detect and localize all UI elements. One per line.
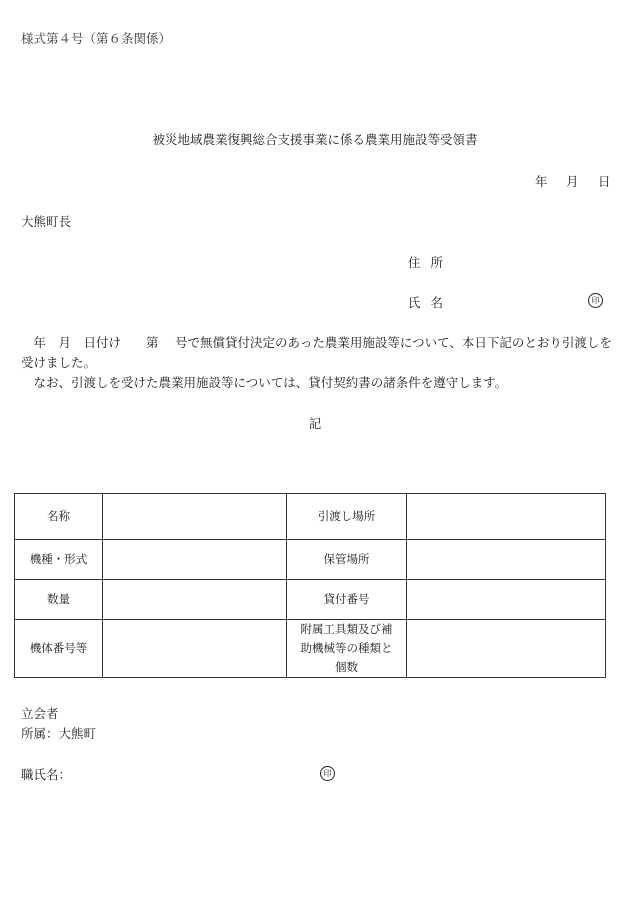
document-title: 被災地域農業復興総合支援事業に係る農業用施設等受領書 <box>152 132 478 147</box>
table-value-cell <box>103 540 287 580</box>
address-label: 住所 <box>408 255 454 270</box>
witness-affiliation: 所属：大熊町 <box>21 726 97 741</box>
table-row <box>15 620 606 678</box>
table-row <box>15 494 606 540</box>
table-row-label: 機種・形式 <box>15 540 103 580</box>
table-value-cell <box>407 620 606 678</box>
ki-heading: 記 <box>308 416 322 431</box>
table-value-cell <box>103 620 287 678</box>
table-row <box>15 540 606 580</box>
table-row-label: 名称 <box>15 494 103 540</box>
witness-staff-name: 職氏名： <box>21 767 72 782</box>
table-value-cell <box>103 580 287 620</box>
name-label: 氏名 <box>408 295 454 310</box>
body-text-2: なお、引渡しを受けた農業用施設等については、貸付契約書の諸条件を遵守します。 <box>21 375 508 390</box>
table-row-label: 附属工具類及び補助機械等の種類と個数 <box>287 620 407 678</box>
table-row-label: 引渡し場所 <box>287 494 407 540</box>
table-value-cell <box>407 580 606 620</box>
table-row-label: 貸付番号 <box>287 580 407 620</box>
seal-icon: 印 <box>588 293 603 308</box>
date-month-label: 月 <box>566 174 579 189</box>
table-row-label: 数量 <box>15 580 103 620</box>
body-text-1: 年 月 日付け 第 号で無償貸付決定のあった農業用施設等について、本日下記のとおり引渡しを受けました。 <box>21 335 612 370</box>
table-value-cell <box>103 494 287 540</box>
table-value-cell <box>407 540 606 580</box>
table-row-label: 保管場所 <box>287 540 407 580</box>
body-paragraph <box>21 333 616 393</box>
table-value-cell <box>407 494 606 540</box>
items-table <box>14 493 606 678</box>
date-day-label: 日 <box>598 174 611 189</box>
table-row <box>15 580 606 620</box>
addressee: 大熊町長 <box>21 214 72 229</box>
table-row-label: 機体番号等 <box>15 620 103 678</box>
witness-seal-icon: 印 <box>320 766 335 781</box>
witness-heading: 立会者 <box>21 706 59 721</box>
date-year-label: 年 <box>535 174 548 189</box>
form-number: 様式第４号（第６条関係） <box>21 31 172 46</box>
